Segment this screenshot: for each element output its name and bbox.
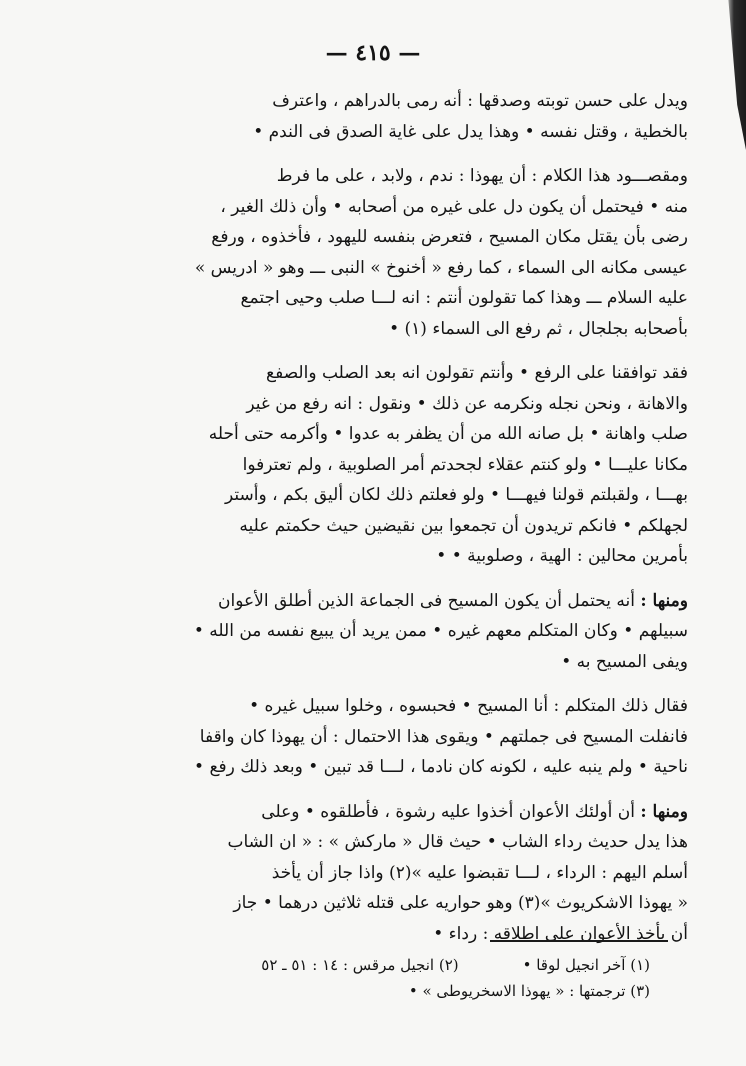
page-number: — ٤١٥ — (325, 40, 421, 66)
text-line (68, 511, 688, 542)
text-line (68, 117, 688, 148)
footnote-row-2 (90, 978, 650, 1004)
line-text: رضى بأن يقتل مكان المسيح ، فتعرض بنفسه لليهود ، فأخذوه ، ورفع (211, 227, 688, 247)
text-line (68, 616, 688, 647)
line-text: صلب واهانة • بل صانه الله من أن يظفر به عدوا • وأكرمه حتى أحله (208, 424, 688, 444)
text-line (68, 691, 688, 722)
paragraph (68, 691, 688, 783)
footnote-1: (١) آخر انجيل لوقا • (522, 956, 650, 974)
text-line (68, 253, 688, 284)
line-text: أنه يحتمل أن يكون المسيح فى الجماعة الذين أطلق الأعوان (218, 590, 635, 611)
footnote-row-1 (90, 952, 650, 978)
text-line (68, 283, 688, 314)
text-line (68, 86, 688, 117)
paragraph-lead: ومنها : (640, 590, 688, 611)
line-text: منه • فيحتمل أن يكون دل على غيره من أصحابه • وأن ذلك الغير ، (220, 196, 688, 217)
line-text: فانفلت المسيح فى جملتهم • ويقوى هذا الاحتمال : أن يهوذا كان واقفا (199, 726, 688, 747)
text-line (68, 647, 688, 678)
line-text: عليه السلام ـــ وهذا كما تقولون أنتم : انه لـــا صلب وحيى اجتمع (240, 288, 688, 308)
text-line (68, 541, 688, 572)
line-text: بالخطية ، وقتل نفسه • وهذا يدل على غاية الصدق فى الندم • (253, 121, 688, 142)
text-line (68, 358, 688, 389)
line-text: ويفى المسيح به • (561, 651, 688, 672)
binding-shadow (724, 0, 746, 150)
line-text: بهـــا ، ولقبلتم قولنا فيهـــا • ولو فعلتم ذلك لكان أليق بكم ، وأستر (225, 485, 688, 505)
paragraph-lead: ومنها : (640, 801, 688, 822)
line-text: ومقصـــود هذا الكلام : أن يهوذا : ندم ، ولابد ، على ما فرط (276, 166, 688, 186)
line-text: ناحية • ولم ينبه عليه ، لكونه كان نادما ، لـــا قد تبين • وبعد ذلك رفع • (194, 757, 688, 777)
text-line (68, 450, 688, 481)
text-line (68, 314, 688, 345)
text-line (68, 919, 688, 950)
line-text: أن يأخذ الأعوان على اطلاقه : رداء • (433, 923, 688, 944)
text-line (68, 419, 688, 450)
paragraph (68, 86, 688, 147)
footnote-2: (٢) انجيل مرقس : ١٤ : ٥١ ـ ٥٢ (261, 956, 459, 974)
line-text: هذا يدل حديث رداء الشاب • حيث قال « ماركش » : « ان الشاب (227, 832, 688, 852)
text-line (68, 888, 688, 919)
line-text: لجهلكم • فانكم تريدون أن تجمعوا بين نقيضين حيث حكمتم عليه (239, 515, 688, 536)
line-text: فقد توافقنا على الرفع • وأنتم تقولون انه بعد الصلب والصفع (266, 363, 688, 383)
text-line (68, 797, 688, 828)
text-line (68, 389, 688, 420)
footnotes (90, 952, 650, 1004)
line-text: أسلم اليهم : الرداء ، لـــا تقبضوا عليه »(٢) واذا جاز أن يأخذ (271, 862, 688, 883)
text-line (68, 222, 688, 253)
body-text (68, 86, 688, 949)
line-text: أن أولئك الأعوان أخذوا عليه رشوة ، فأطلقوه • وعلى (261, 801, 635, 822)
line-text: بأصحابه بجلجال ، ثم رفع الى السماء (١) • (389, 318, 688, 339)
line-text: فقال ذلك المتكلم : أنا المسيح • فحبسوه ، وخلوا سبيل غيره • (249, 696, 688, 716)
footnote-3: (٣) ترجمتها : « يهوذا الاسخريوطى » • (408, 982, 650, 1000)
text-line (68, 192, 688, 223)
line-text: سبيلهم • وكان المتكلم معهم غيره • ممن يريد أن يبيع نفسه من الله • (193, 621, 688, 641)
paragraph (68, 586, 688, 678)
text-line (68, 858, 688, 889)
line-text: عيسى مكانه الى السماء ، كما رفع « أخنوخ » النبى ـــ وهو « ادريس » (194, 257, 688, 278)
text-line (68, 827, 688, 858)
line-text: والاهانة ، ونحن نجله ونكرمه عن ذلك • ونقول : انه رفع من غير (246, 393, 688, 414)
paragraph (68, 797, 688, 950)
footnote-separator (490, 940, 668, 942)
text-line (68, 722, 688, 753)
line-text: « يهوذا الاشكريوث »(٣) وهو حواريه على قتله ثلاثين درهما • جاز (233, 893, 688, 913)
line-text: مكانا عليـــا • ولو كنتم عقلاء لجحدتم أمر الصلوبية ، ولم تعترفوا (242, 454, 688, 475)
text-line (68, 480, 688, 511)
paragraph (68, 358, 688, 572)
text-line (68, 586, 688, 617)
line-text: ويدل على حسن توبته وصدقها : أنه رمى بالدراهم ، واعترف (272, 91, 688, 111)
text-line (68, 161, 688, 192)
text-line (68, 752, 688, 783)
line-text: بأمرين محالين : الهية ، وصلوبية • • (436, 546, 688, 566)
paragraph (68, 161, 688, 344)
